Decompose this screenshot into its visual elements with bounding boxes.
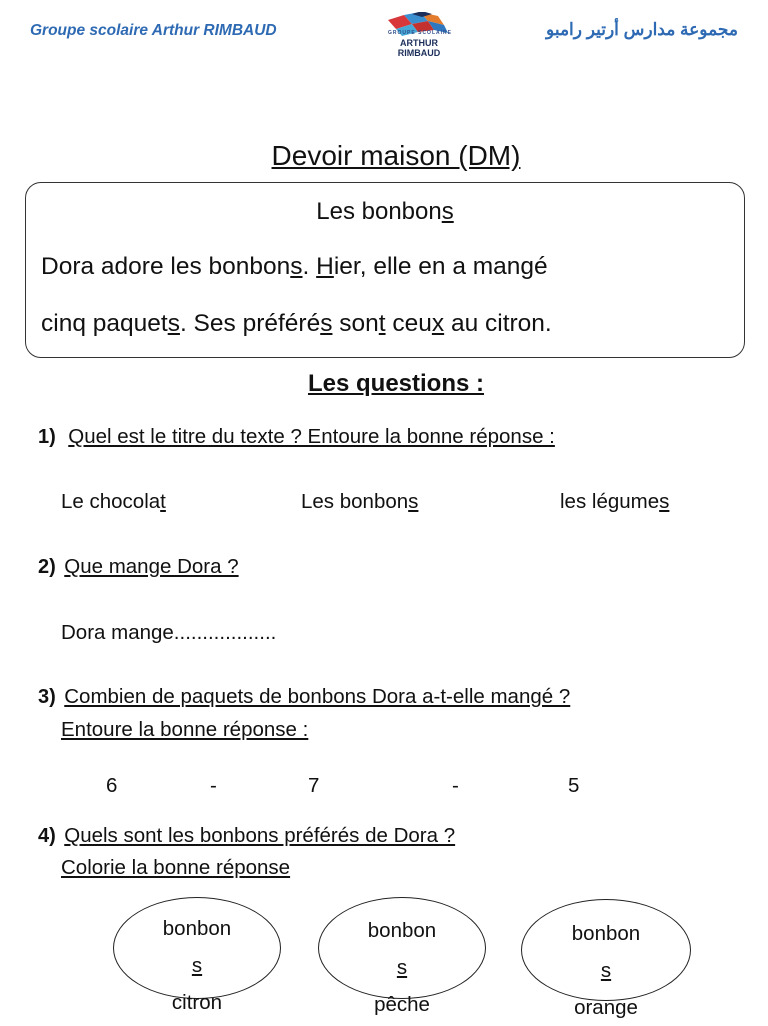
page-title: Devoir maison (DM) — [271, 140, 521, 171]
question-1 — [38, 425, 555, 449]
school-name-ar: مجموعة مدارس أرتير رامبو — [546, 20, 738, 39]
q3-separator: - — [452, 774, 459, 797]
question-4 — [38, 824, 455, 848]
logo-caption-bottom: ARTHUR RIMBAUD — [397, 38, 441, 58]
q2-answer-line[interactable]: Dora mange.................. — [61, 621, 277, 644]
question-3-instruction: Entoure la bonne réponse : — [61, 718, 309, 741]
question-text: Que mange Dora ? — [64, 555, 239, 578]
question-4-instruction: Colorie la bonne réponse — [61, 856, 291, 879]
q4-oval-peche[interactable]: bonbon s pêche — [318, 897, 486, 999]
story-line-2: cinq paquets. Ses préférés sont ceux au citron. — [41, 310, 552, 337]
q4-oval-orange[interactable]: bonbon s orange — [521, 899, 691, 1001]
q3-option-5[interactable]: 5 — [568, 774, 580, 797]
question-number: 4) — [38, 825, 56, 847]
question-text: Quels sont les bonbons préférés de Dora ? — [64, 824, 456, 847]
school-name-fr: Groupe scolaire Arthur RIMBAUD — [30, 22, 277, 39]
logo-caption-top: GROUPE SCOLAIRE — [388, 30, 452, 36]
question-3 — [38, 685, 570, 709]
question-number: 2) — [38, 556, 56, 578]
q1-option-2[interactable]: Les bonbons — [301, 490, 419, 513]
q4-oval-citron[interactable]: bonbon s citron — [113, 897, 281, 999]
q3-option-6[interactable]: 6 — [106, 774, 118, 797]
q1-option-3[interactable]: les légumes — [560, 490, 670, 513]
story-line-1: Dora adore les bonbons. Hier, elle en a mangé — [41, 253, 548, 280]
question-number: 3) — [38, 686, 56, 708]
question-text: Quel est le titre du texte ? Entoure la bonne réponse : — [68, 425, 555, 448]
question-text: Combien de paquets de bonbons Dora a-t-elle mangé ? — [64, 685, 571, 708]
q3-option-7[interactable]: 7 — [308, 774, 320, 797]
q3-separator: - — [210, 774, 217, 797]
questions-heading: Les questions : — [307, 370, 485, 397]
story-title: Les bonbons — [316, 198, 454, 225]
question-2 — [38, 555, 239, 579]
q1-option-1[interactable]: Le chocolat — [61, 490, 166, 513]
question-number: 1) — [38, 426, 56, 448]
